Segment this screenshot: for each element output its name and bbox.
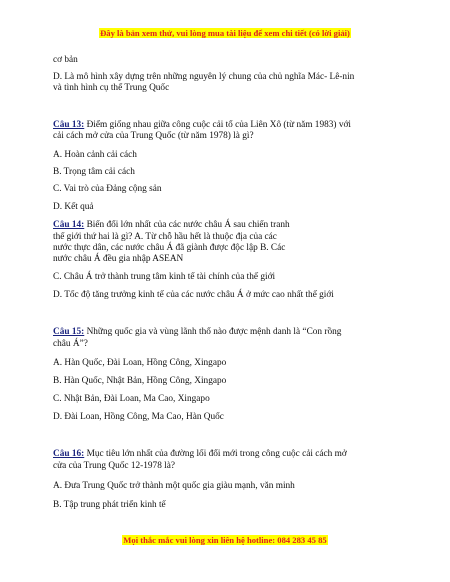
q15-option-c: C. Nhật Bản, Đài Loan, Ma Cao, Xingapo (53, 394, 210, 404)
q16-option-a: A. Đưa Trung Quốc trở thành một quốc gia giàu mạnh, văn minh (53, 481, 295, 491)
prev-continuation: cơ bản (53, 55, 78, 65)
q14-question-line3: nước thực dân, các nước châu Á đã giành được độc lập B. Các (53, 243, 286, 253)
q14-question-line4: nước châu Á đều gia nhập ASEAN (53, 254, 184, 264)
q14-question-line2: thế giới thứ hai là gì? A. Từ chỗ hầu hết là thuộc địa của các (53, 232, 277, 242)
prev-option-d-line1: D. Là mô hình xây dựng trên những nguyên lý chung của chủ nghĩa Mác- Lê-nin (53, 72, 355, 82)
q14-question-line1 (53, 220, 290, 231)
q13-question-line1 (53, 120, 351, 131)
q16-option-b: B. Tập trung phát triển kinh tế (53, 500, 166, 510)
hotline-text: Mọi thắc mắc vui lòng xin liên hệ hotline: 084 283 45 85 (123, 535, 327, 545)
q15-question-line2: châu Á”? (53, 339, 88, 349)
q13-number: Câu 13: (53, 120, 85, 130)
q13-option-c: C. Vai trò của Đảng cộng sản (53, 184, 162, 194)
q13-option-b: B. Trọng tâm cải cách (53, 167, 135, 177)
q15-text: Những quốc gia và vùng lãnh thổ nào được mệnh danh là “Con rồng (84, 327, 342, 337)
q15-question-line1 (53, 327, 341, 338)
q13-text: Điểm giống nhau giữa công cuộc cải tổ của Liên Xô (từ năm 1983) với (84, 120, 351, 130)
q16-number: Câu 16: (53, 449, 85, 459)
q16-question-line1 (53, 449, 347, 460)
q13-option-d: D. Kết quả (53, 202, 94, 212)
q15-option-a: A. Hàn Quốc, Đài Loan, Hồng Công, Xingapo (53, 358, 227, 368)
hotline-banner (0, 535, 450, 545)
preview-notice-banner (0, 28, 450, 38)
q15-option-d: D. Đài Loan, Hồng Công, Ma Cao, Hàn Quốc (53, 412, 224, 422)
q16-text: Mục tiêu lớn nhất của đường lối đổi mới trong công cuộc cải cách mở (84, 449, 347, 459)
prev-option-d-line2: và tình hình cụ thể Trung Quốc (53, 83, 170, 93)
q14-option-d: D. Tốc độ tăng trưởng kinh tế của các nước châu Á ở mức cao nhất thế giới (53, 290, 334, 300)
q14-option-c: C. Châu Á trở thành trung tâm kinh tế tài chính của thế giới (53, 272, 276, 282)
q16-question-line2: cửa của Trung Quốc 12-1978 là? (53, 461, 175, 471)
q13-question-line2: cải cách mở cửa của Trung Quốc (từ năm 1978) là gì? (53, 131, 254, 141)
q13-option-a: A. Hoàn cảnh cải cách (53, 150, 137, 160)
q14-number: Câu 14: (53, 220, 85, 230)
q15-option-b: B. Hàn Quốc, Nhật Bản, Hồng Công, Xingapo (53, 376, 227, 386)
preview-notice-text: Đây là bản xem thử, vui lòng mua tài liệu để xem chi tiết (có lời giải) (100, 28, 350, 38)
q15-number: Câu 15: (53, 327, 85, 337)
q14-text: Biến đổi lớn nhất của các nước châu Á sau chiến tranh (84, 220, 290, 230)
